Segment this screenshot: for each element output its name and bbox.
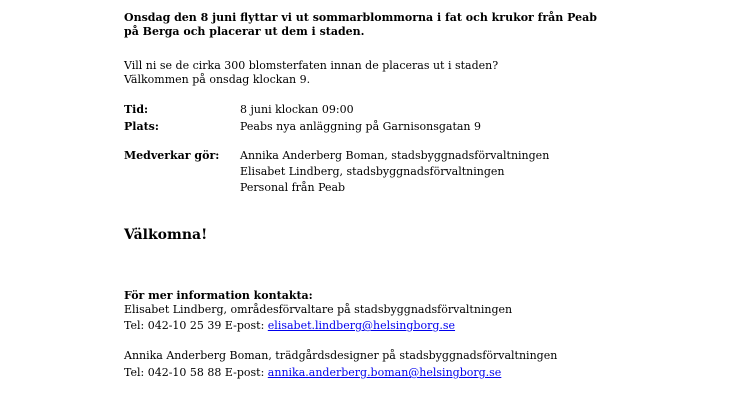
press-document [124,0,724,419]
question-line-1: Vill ni se de cirka 300 blomsterfaten innan de placeras ut i staden? [124,59,499,72]
contact-1-email-link[interactable]: elisabet.lindberg@helsingborg.se [267,319,456,332]
question-line-2: Välkommen på onsdag klockan 9. [124,73,311,86]
welcome-heading: Välkomna! [124,227,208,243]
participant-item: Elisabet Lindberg, stadsbyggnadsförvaltningen [240,165,505,178]
contact-heading: För mer information kontakta: [124,289,313,302]
intro-line-2: på Berga och placerar ut dem i staden. [124,25,365,38]
time-label: Tid: [124,103,149,116]
participant-item: Personal från Peab [240,181,346,194]
contact-1-title: Elisabet Lindberg, områdesförvaltare på stadsbyggnadsförvaltningen [124,303,513,316]
contact-1-tel: Tel: 042-10 25 39 E-post: [124,319,268,332]
intro-line-1: Onsdag den 8 juni flyttar vi ut sommarblommorna i fat och krukor från Peab [124,11,597,24]
participant-item: Annika Anderberg Boman, stadsbyggnadsförvaltningen [240,149,550,162]
place-value: Peabs nya anläggning på Garnisonsgatan 9 [240,120,481,133]
contact-2-email-link[interactable]: annika.anderberg.boman@helsingborg.se [267,366,502,379]
time-value: 8 juni klockan 09:00 [240,103,354,116]
participants-label: Medverkar gör: [124,149,220,162]
contact-2-tel: Tel: 042-10 58 88 E-post: [124,366,268,379]
place-label: Plats: [124,120,159,133]
contact-2-title: Annika Anderberg Boman, trädgårdsdesigner på stadsbyggnadsförvaltningen [124,349,558,362]
contact-2-tel-line [124,366,501,380]
contact-1-tel-line [124,319,455,333]
